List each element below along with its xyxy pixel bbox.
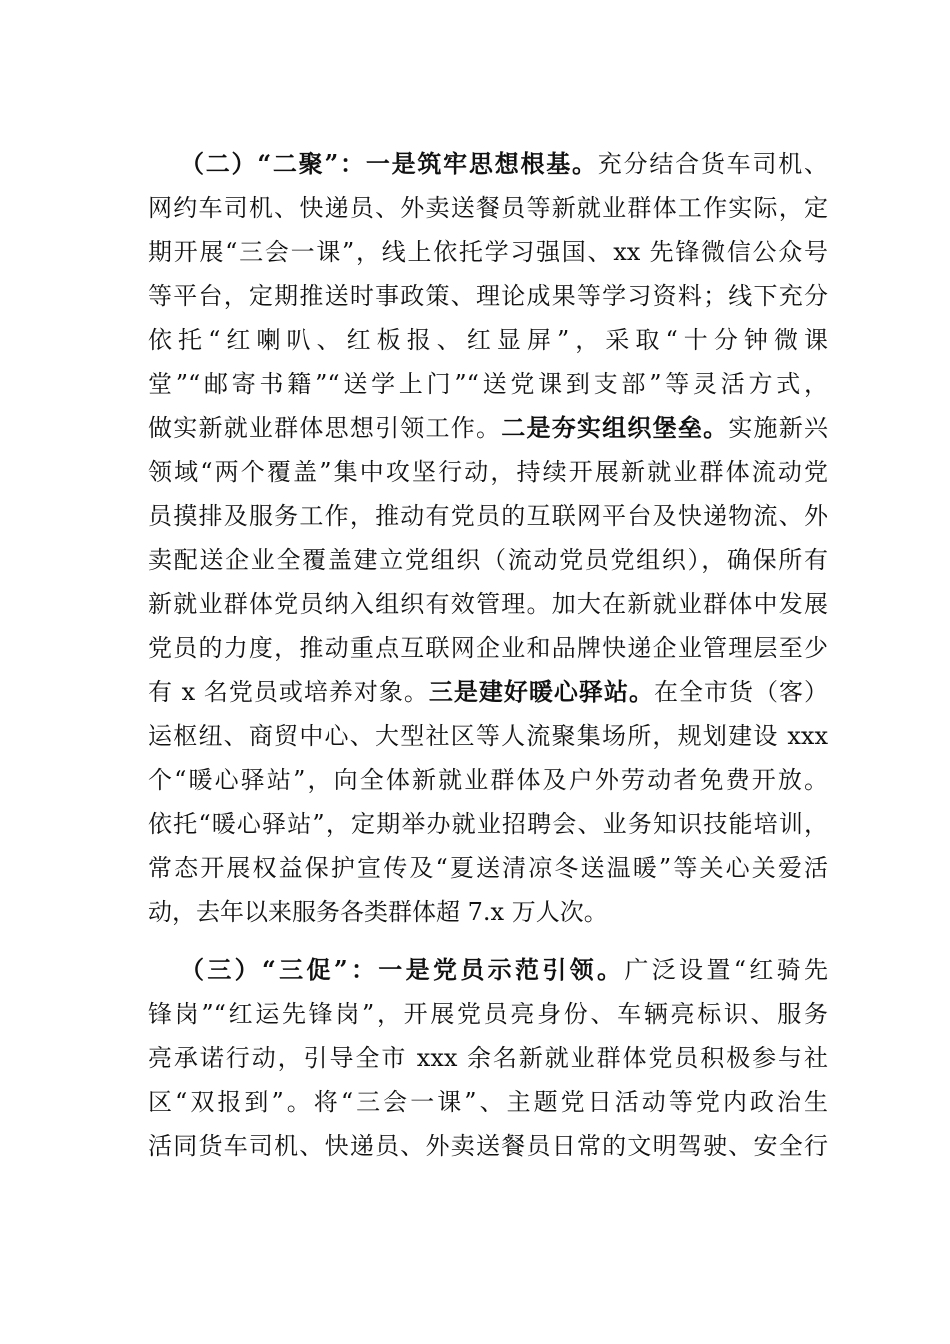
- paragraph-line: [148, 890, 828, 934]
- paragraph-line: [148, 274, 828, 318]
- paragraph-line: [148, 186, 828, 230]
- paragraph-line: [180, 948, 828, 992]
- line-text: 在全市货（客）: [653, 678, 828, 706]
- paragraph-line: [148, 1124, 828, 1168]
- paragraph-line: [148, 406, 828, 450]
- paragraph-line: [148, 626, 828, 670]
- line-text: 期开展“三会一课”，线上依托学习强国、xx 先锋微信公众号: [148, 238, 828, 266]
- subheading: 二是夯实组织堡垒。: [501, 413, 729, 442]
- paragraph-line: [148, 670, 828, 714]
- line-text: 新就业群体党员纳入组织有效管理。加大在新就业群体中发展: [148, 590, 828, 618]
- line-text: 堂”“邮寄书籍”“送学上门”“送党课到支部”等灵活方式，: [148, 370, 828, 398]
- paragraph-line: [148, 758, 828, 802]
- line-text: 员摸排及服务工作，推动有党员的互联网平台及快递物流、外: [148, 502, 828, 530]
- line-text: 依托“红喇叭、红板报、红显屏”，采取“十分钟微课: [148, 326, 828, 354]
- paragraph-line: [148, 230, 828, 274]
- paragraph-line: [148, 714, 828, 758]
- section-heading: （三）“三促”：一是党员示范引领。: [180, 955, 625, 984]
- paragraph-line: [148, 318, 828, 362]
- line-text: 党员的力度，推动重点互联网企业和品牌快递企业管理层至少: [148, 634, 828, 662]
- paragraph-line: [148, 846, 828, 890]
- line-text: 等平台，定期推送时事政策、理论成果等学习资料；线下充分: [148, 282, 828, 310]
- section-heading: （二）“二聚”：一是筑牢思想根基。: [180, 149, 598, 178]
- line-text: 充分结合货车司机、: [597, 150, 828, 178]
- line-text: 活同货车司机、快递员、外卖送餐员日常的文明驾驶、安全行: [148, 1132, 828, 1160]
- paragraph-line: [148, 992, 828, 1036]
- line-text: 亮承诺行动，引导全市 xxx 余名新就业群体党员积极参与社: [148, 1044, 828, 1072]
- paragraph-line: [148, 362, 828, 406]
- line-text: 有 x 名党员或培养对象。: [148, 678, 429, 706]
- paragraph-line: [148, 1036, 828, 1080]
- line-text: 网约车司机、快递员、外卖送餐员等新就业群体工作实际，定: [148, 194, 828, 222]
- subheading: 三是建好暖心驿站。: [428, 677, 654, 706]
- line-text: 常态开展权益保护宣传及“夏送清凉冬送温暖”等关心关爱活: [148, 854, 828, 882]
- paragraph-line: [148, 538, 828, 582]
- line-text: 广泛设置“红骑先: [624, 956, 828, 984]
- line-text: 领域“两个覆盖”集中攻坚行动，持续开展新就业群体流动党: [148, 458, 828, 486]
- paragraph-line: [180, 142, 828, 186]
- paragraph-line: [148, 802, 828, 846]
- paragraph-line: [148, 1080, 828, 1124]
- line-text: 区“双报到”。将“三会一课”、主题党日活动等党内政治生: [148, 1088, 828, 1116]
- line-text: 实施新兴: [728, 414, 828, 442]
- line-text: 做实新就业群体思想引领工作。: [148, 414, 502, 442]
- line-text: 卖配送企业全覆盖建立党组织（流动党员党组织），确保所有: [148, 546, 828, 574]
- line-text: 运枢纽、商贸中心、大型社区等人流聚集场所，规划建设 xxx: [148, 722, 828, 750]
- paragraph-line: [148, 582, 828, 626]
- line-text: 锋岗”“红运先锋岗”，开展党员亮身份、车辆亮标识、服务: [148, 1000, 828, 1028]
- paragraph-line: [148, 450, 828, 494]
- line-text: 依托“暖心驿站”，定期举办就业招聘会、业务知识技能培训，: [148, 810, 828, 838]
- line-text: 个“暖心驿站”，向全体新就业群体及户外劳动者免费开放。: [148, 766, 828, 794]
- paragraph-line: [148, 494, 828, 538]
- line-text: 动，去年以来服务各类群体超 7.x 万人次。: [148, 898, 608, 926]
